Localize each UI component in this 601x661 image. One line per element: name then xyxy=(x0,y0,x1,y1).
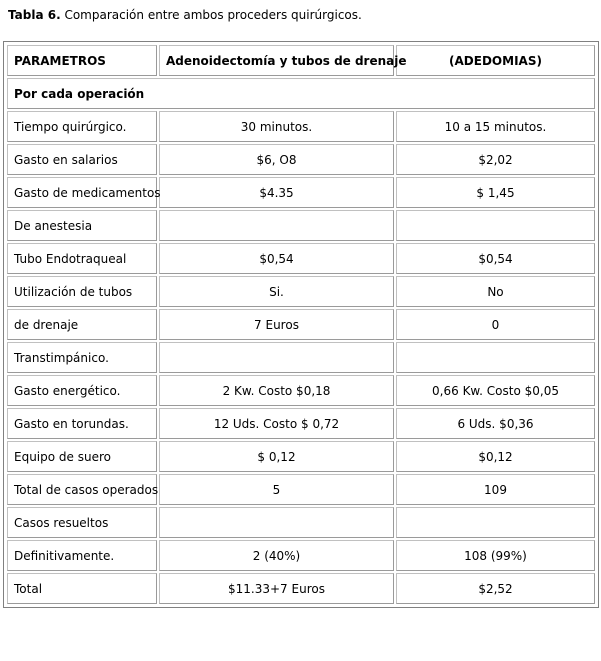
row-parameter: Definitivamente. xyxy=(7,540,157,571)
row-adedomias-value: $0,54 xyxy=(396,243,595,274)
row-parameter: Gasto energético. xyxy=(7,375,157,406)
row-adedomias-value: $ 1,45 xyxy=(396,177,595,208)
row-adedomias-value: 10 a 15 minutos. xyxy=(396,111,595,142)
table-row xyxy=(7,474,595,505)
table-row xyxy=(7,441,595,472)
row-parameter: Casos resueltos xyxy=(7,507,157,538)
table-row xyxy=(7,276,595,307)
caption-label: Tabla 6. xyxy=(8,8,61,22)
row-parameter: Total xyxy=(7,573,157,604)
row-parameter: Utilización de tubos xyxy=(7,276,157,307)
row-adenoidectomia-value: $4.35 xyxy=(159,177,394,208)
header-row xyxy=(7,45,595,76)
row-parameter: de drenaje xyxy=(7,309,157,340)
table-row xyxy=(7,342,595,373)
row-parameter: Gasto de medicamentos xyxy=(7,177,157,208)
row-adedomias-value: $2,52 xyxy=(396,573,595,604)
table-row xyxy=(7,408,595,439)
row-adenoidectomia-value: 7 Euros xyxy=(159,309,394,340)
row-parameter: Tiempo quirúrgico. xyxy=(7,111,157,142)
comparison-table xyxy=(3,41,599,608)
row-parameter: Transtimpánico. xyxy=(7,342,157,373)
table-row xyxy=(7,177,595,208)
row-adedomias-value xyxy=(396,342,595,373)
row-adenoidectomia-value: 2 (40%) xyxy=(159,540,394,571)
table-row xyxy=(7,309,595,340)
row-parameter: De anestesia xyxy=(7,210,157,241)
row-adenoidectomia-value xyxy=(159,210,394,241)
header-parametros: PARAMETROS xyxy=(7,45,157,76)
row-adenoidectomia-value: Si. xyxy=(159,276,394,307)
row-parameter: Equipo de suero xyxy=(7,441,157,472)
header-adenoidectomia: Adenoidectomía y tubos de drenaje xyxy=(159,45,394,76)
row-adenoidectomia-value: $6, O8 xyxy=(159,144,394,175)
table-row xyxy=(7,540,595,571)
row-adenoidectomia-value: 5 xyxy=(159,474,394,505)
row-parameter: Tubo Endotraqueal xyxy=(7,243,157,274)
row-adedomias-value xyxy=(396,210,595,241)
table-row xyxy=(7,111,595,142)
row-adenoidectomia-value: $ 0,12 xyxy=(159,441,394,472)
row-adedomias-value: $2,02 xyxy=(396,144,595,175)
row-adedomias-value: 6 Uds. $0,36 xyxy=(396,408,595,439)
section-title: Por cada operación xyxy=(7,78,595,109)
table-row xyxy=(7,573,595,604)
table-row xyxy=(7,144,595,175)
row-adedomias-value: 108 (99%) xyxy=(396,540,595,571)
table-row xyxy=(7,243,595,274)
table-row xyxy=(7,210,595,241)
section-row xyxy=(7,78,595,109)
table-row xyxy=(7,507,595,538)
row-adedomias-value xyxy=(396,507,595,538)
row-adenoidectomia-value: $11.33+7 Euros xyxy=(159,573,394,604)
row-parameter: Total de casos operados xyxy=(7,474,157,505)
row-adedomias-value: 0,66 Kw. Costo $0,05 xyxy=(396,375,595,406)
row-adenoidectomia-value: 2 Kw. Costo $0,18 xyxy=(159,375,394,406)
row-adenoidectomia-value: $0,54 xyxy=(159,243,394,274)
table-row xyxy=(7,375,595,406)
row-parameter: Gasto en torundas. xyxy=(7,408,157,439)
row-adedomias-value: 109 xyxy=(396,474,595,505)
row-adenoidectomia-value xyxy=(159,342,394,373)
row-adedomias-value: $0,12 xyxy=(396,441,595,472)
row-adedomias-value: 0 xyxy=(396,309,595,340)
caption-text: Comparación entre ambos proceders quirúrgicos. xyxy=(64,8,362,22)
table-caption xyxy=(8,8,362,22)
row-parameter: Gasto en salarios xyxy=(7,144,157,175)
row-adenoidectomia-value: 30 minutos. xyxy=(159,111,394,142)
header-adedomias: (ADEDOMIAS) xyxy=(396,45,595,76)
row-adedomias-value: No xyxy=(396,276,595,307)
row-adenoidectomia-value: 12 Uds. Costo $ 0,72 xyxy=(159,408,394,439)
row-adenoidectomia-value xyxy=(159,507,394,538)
